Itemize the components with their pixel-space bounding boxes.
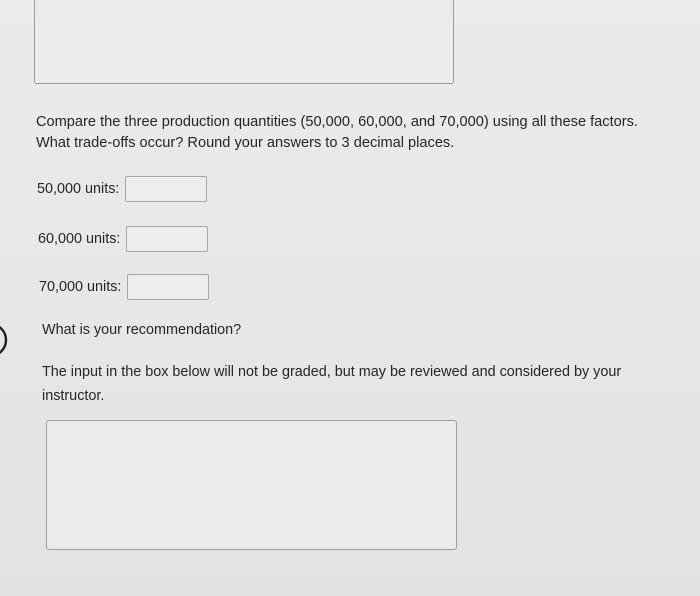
collapse-handle-icon[interactable]: [0, 321, 8, 359]
previous-response-textarea[interactable]: [34, 0, 454, 84]
answer-label-60000: 60,000 units:: [38, 231, 121, 247]
recommendation-textarea[interactable]: [46, 420, 457, 550]
answer-label-70000: 70,000 units:: [39, 279, 122, 295]
answer-row-50000: [37, 176, 207, 202]
answer-label-50000: 50,000 units:: [37, 181, 120, 197]
recommendation-note: The input in the box below will not be graded, but may be reviewed and considered by your instructor.: [42, 364, 622, 404]
answer-input-50000[interactable]: [125, 176, 207, 202]
answer-input-70000[interactable]: [127, 274, 209, 300]
question-text: Compare the three production quantities (50,000, 60,000, and 70,000) using all these factors. What trade-offs occur? Round your answers to 3 decimal places.: [36, 114, 638, 151]
answer-row-60000: [38, 226, 208, 252]
recommendation-prompt: What is your recommendation?: [42, 322, 242, 338]
answer-row-70000: [39, 274, 209, 300]
answer-input-60000[interactable]: [126, 226, 208, 252]
